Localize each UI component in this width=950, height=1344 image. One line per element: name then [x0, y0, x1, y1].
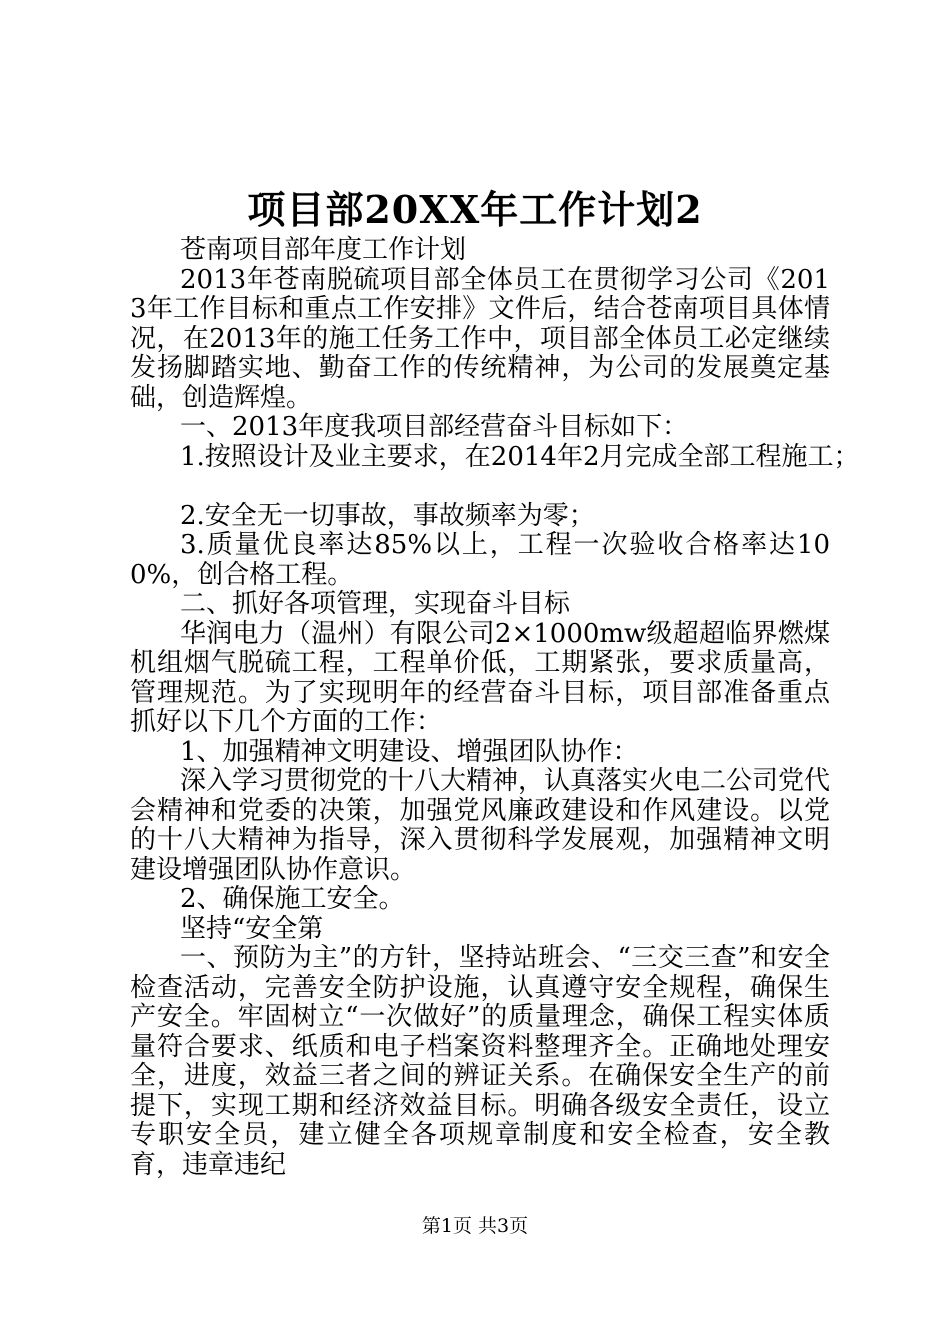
paragraph-item-1-body: 深入学习贯彻党的十八大精神，认真落实火电二公司党代会精神和党委的决策，加强党风廉政建设和作风建设。以党的十八大精神为指导，深入贯彻科学发展观，加强精神文明建设增强团队协作意识。 [130, 766, 831, 885]
document-title: 项目部20XX年工作计划2 [247, 187, 703, 232]
paragraph-goal-2: 2.安全无一切事故，事故频率为零； [180, 500, 595, 531]
paragraph-subtitle: 苍南项目部年度工作计划 [180, 235, 467, 265]
paragraph-goal-3: 3.质量优良率达85%以上，工程一次验收合格率达100%，创合格工程。 [130, 530, 830, 590]
paragraph-item-1-heading: 1、加强精神文明建设、增强团队协作： [180, 736, 639, 767]
paragraph-goal-1: 1.按照设计及业主要求，在2014年2月完成全部工程施工； [180, 441, 860, 472]
paragraph-section-two-heading: 二、抓好各项管理，实现奋斗目标 [180, 589, 571, 619]
paragraph-section-one-heading: 一、2013年度我项目部经营奋斗目标如下： [180, 412, 689, 442]
page-footer: 第1页 共3页 [421, 1215, 529, 1237]
document-body [130, 235, 860, 1180]
paragraph-project-overview: 华润电力（温州）有限公司2×1000mw级超超临界燃煤机组烟气脱硫工程，工程单价低，工期紧张，要求质量高，管理规范。为了实现明年的经营奋斗目标，项目部准备重点抓好以下几个方面的工作： [130, 618, 830, 737]
paragraph-item-2-intro: 坚持“安全第 [180, 913, 324, 944]
paragraph-item-2-body: 一、预防为主”的方针，坚持站班会、“三交三查”和安全检查活动，完善安全防护设施，认真遵守安全规程，确保生产安全。牢固树立“一次做好”的质量理念，确保工程实体质量符合要求、纸质和电子档案资料整理齐全。正确地处理安全，进度，效益三者之间的辨证关系。在确保安全生产的前提下，实现工期和经济效益目标。明确各级安全责任，设立专职安全员，建立健全各项规章制度和安全检查，安全教育，违章违纪 [130, 943, 830, 1180]
paragraph-intro: 2013年苍南脱硫项目部全体员工在贯彻学习公司《2013年工作目标和重点工作安排》文件后，结合苍南项目具体情况，在2013年的施工任务工作中，项目部全体员工必定继续发扬脚踏实地、勤奋工作的传统精神，为公司的发展奠定基础，创造辉煌。 [130, 264, 830, 413]
paragraph-item-2-heading: 2、确保施工安全。 [180, 884, 405, 914]
